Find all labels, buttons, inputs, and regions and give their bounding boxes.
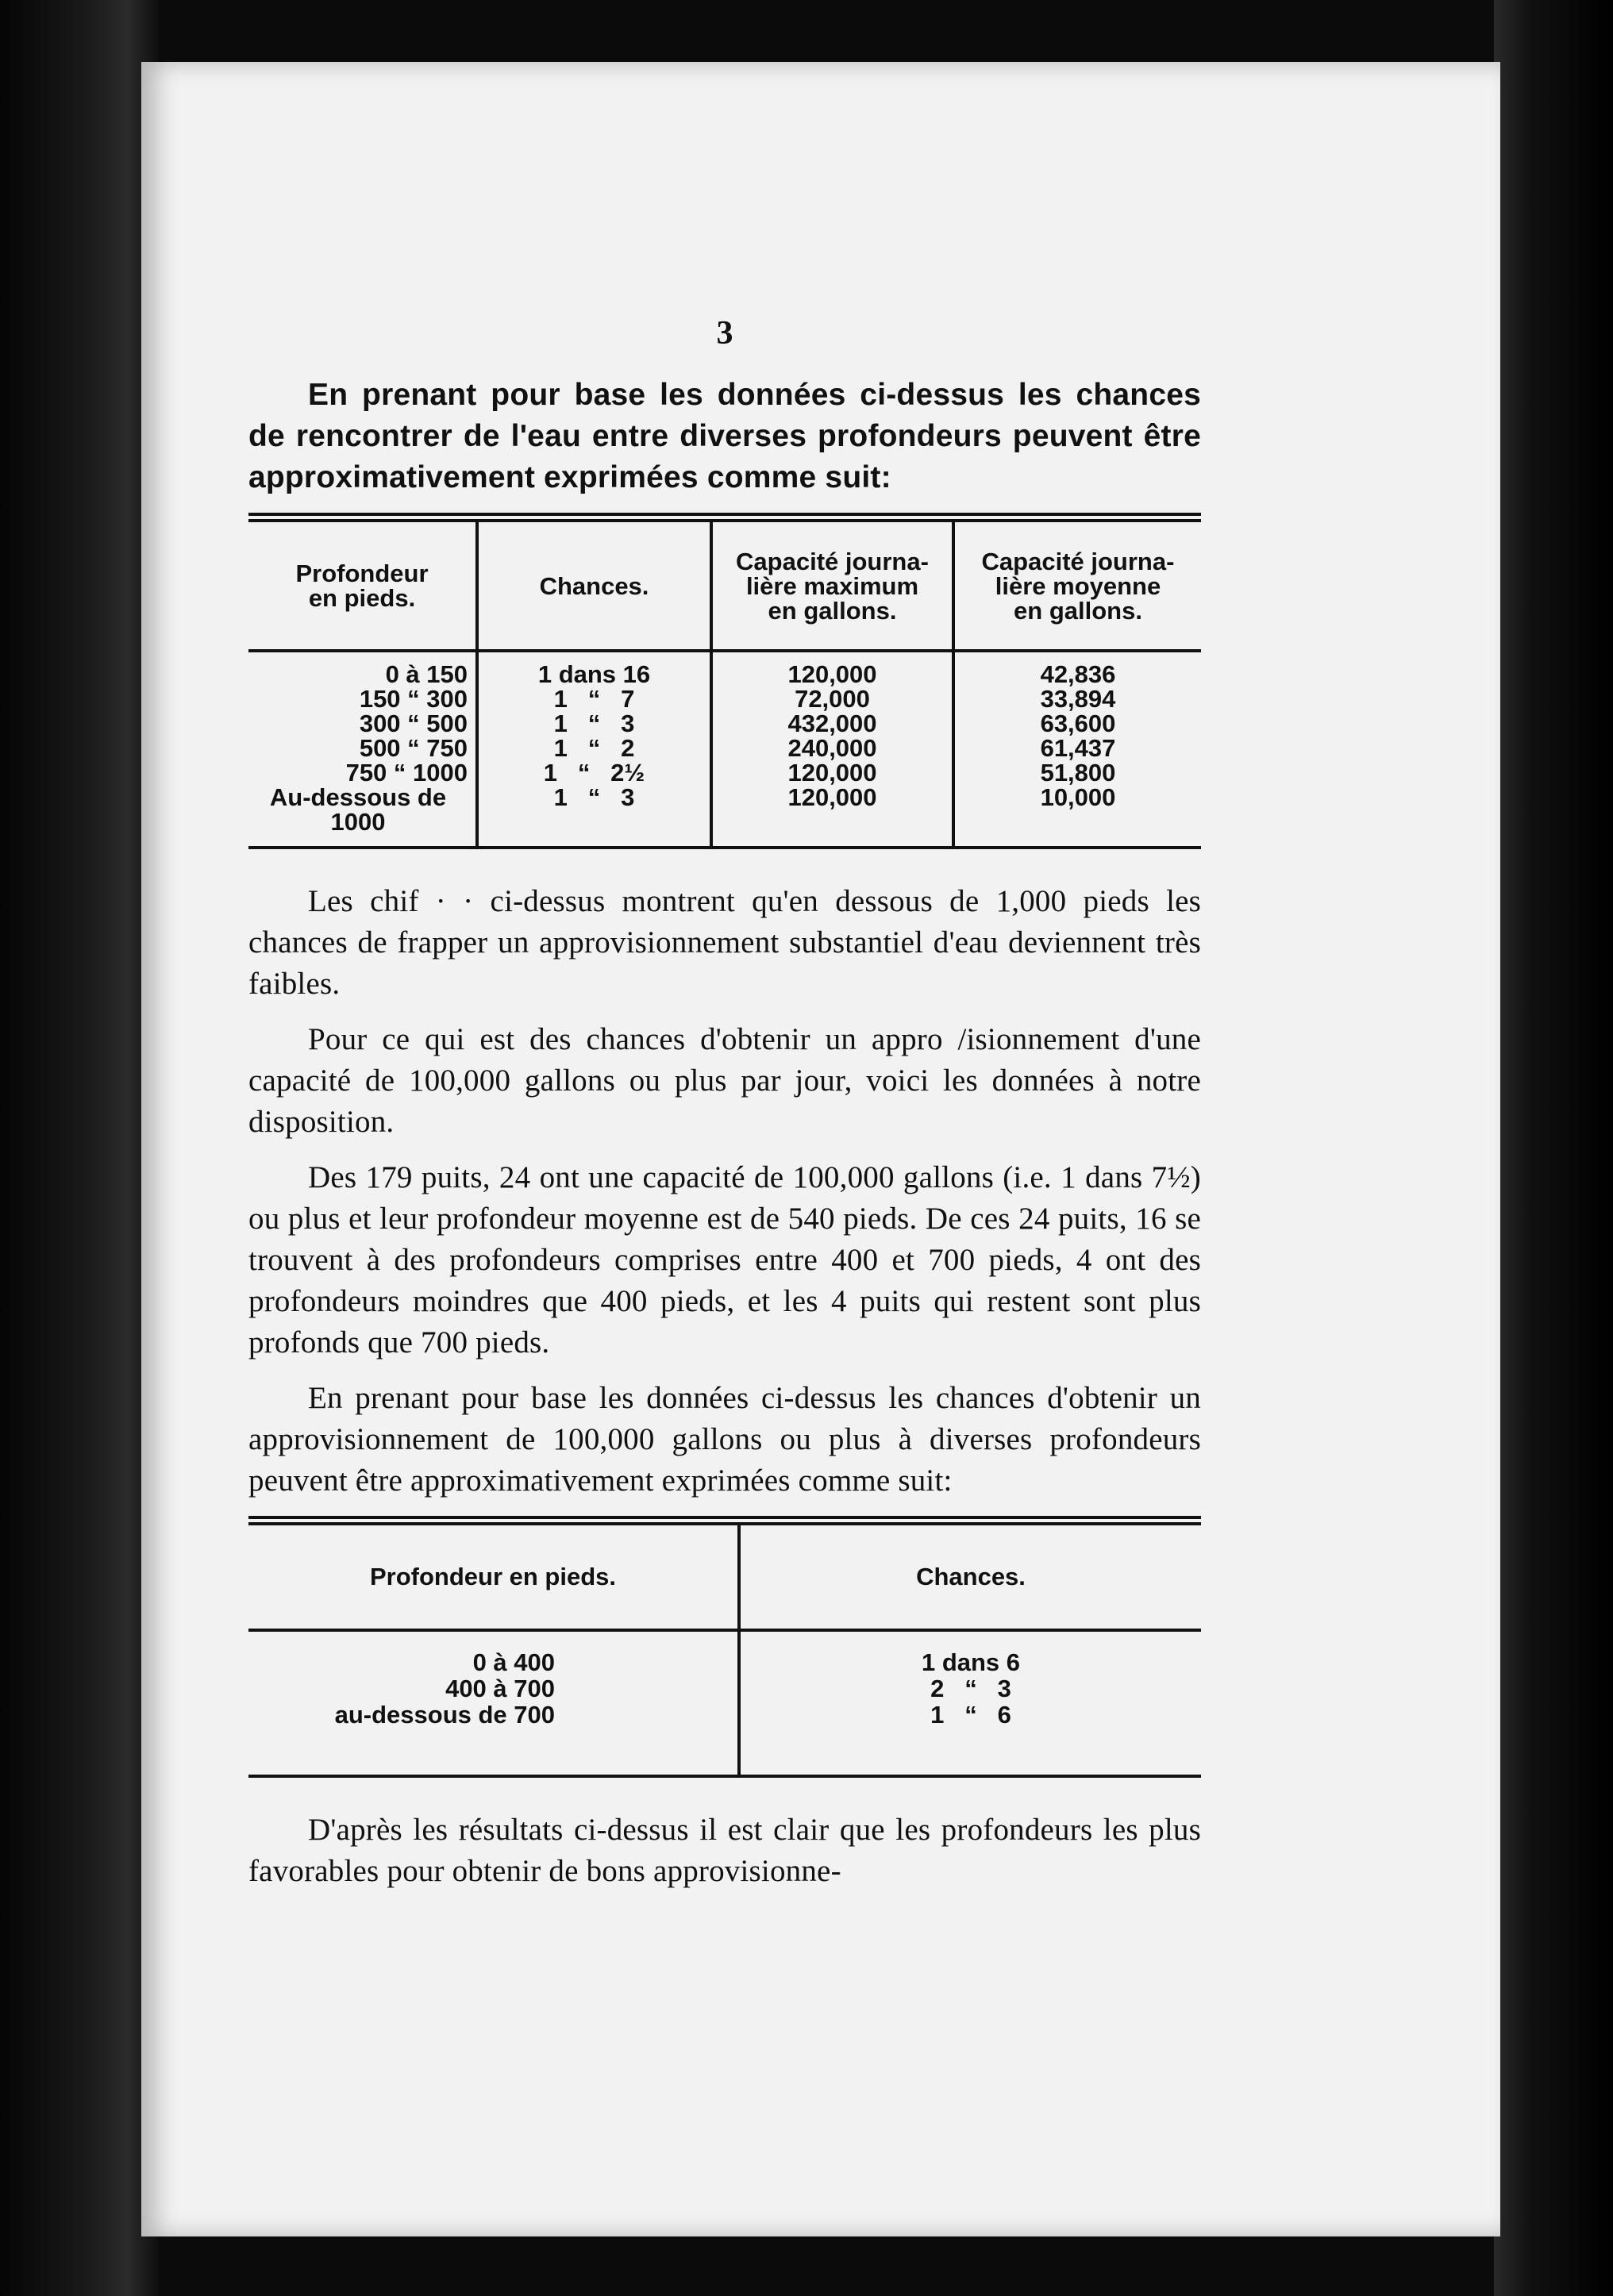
table-body xyxy=(248,652,1201,846)
cell-chance: 1 “ 6 xyxy=(930,1701,1011,1729)
page-edge xyxy=(1494,0,1613,2296)
cell-depth: 0 à 400 xyxy=(472,1648,555,1676)
cell-depth: 300 “ 500 xyxy=(359,710,468,737)
cell-avg-capacity: 33,894 xyxy=(1040,685,1116,713)
header-depth: Profondeur en pieds. xyxy=(369,1563,617,1590)
table-depth-chances xyxy=(248,1516,1201,1778)
table2-body xyxy=(248,1632,1201,1775)
cell-depth: Au-dessous de 1000 xyxy=(269,783,447,836)
cell-chance: 1 dans 6 xyxy=(921,1648,1021,1676)
cell-avg-capacity: 61,437 xyxy=(1040,734,1116,762)
header-avg-capacity: Capacité journa- lière moyenne en gallons. xyxy=(981,547,1175,625)
table2-header-row xyxy=(248,1525,1201,1629)
header-chances: Chances. xyxy=(539,571,649,600)
paragraph-6: D'après les résultats ci-dessus il est clair que les profondeurs les plus favorables pour obtenir de bons approvisionne- xyxy=(248,1813,1201,1888)
book-spine xyxy=(0,0,159,2296)
table2-top-rule xyxy=(248,1516,1201,1525)
cell-chance: 1 “ 3 xyxy=(553,783,635,811)
paragraph-4: Des 179 puits, 24 ont une capacité de 100,000 gallons (i.e. 1 dans 7½) ou plus et leur profondeur moyenne est de 540 pieds. De ces 24 puits, 16 se trouvent à des profondeurs comprises entre 400 et 700 pieds, 4 ont des profondeurs moindres que 400 pieds, et les 4 puits qui restent sont plus profonds que 700 pieds. xyxy=(248,1160,1201,1360)
column-max-capacity xyxy=(787,662,876,810)
cell-depth: 750 “ 1000 xyxy=(345,759,468,786)
paragraph-2: Les chif · · ci-dessus montrent qu'en dessous de 1,000 pieds les chances de frapper un approvisionnement substantiel d'eau deviennent très faibles. xyxy=(248,884,1201,1001)
header-depth: Profondeur en pieds. xyxy=(295,560,429,612)
cell-depth: 150 “ 300 xyxy=(359,685,468,713)
cell-max-capacity: 120,000 xyxy=(787,660,877,688)
cell-chance: 1 “ 2 xyxy=(553,734,635,762)
column-chances xyxy=(538,662,650,810)
page-number: 3 xyxy=(716,315,733,352)
cell-depth: au-dessous de 700 xyxy=(334,1701,555,1729)
cell-max-capacity: 120,000 xyxy=(787,783,877,811)
cell-chance: 1 “ 7 xyxy=(553,685,635,713)
cell-max-capacity: 240,000 xyxy=(787,734,877,762)
column-depths xyxy=(248,1649,737,1728)
table-bottom-rule xyxy=(248,846,1201,849)
cell-avg-capacity: 42,836 xyxy=(1040,660,1116,688)
column-avg-capacity xyxy=(1041,662,1116,810)
page-content xyxy=(248,314,1201,1906)
cell-depth: 500 “ 750 xyxy=(359,734,468,762)
table-depth-chances-capacity xyxy=(248,513,1201,849)
cell-depth: 0 à 150 xyxy=(385,660,468,688)
cell-chance: 1 “ 3 xyxy=(553,710,635,737)
header-chances: Chances. xyxy=(916,1563,1026,1590)
header-max-capacity: Capacité journa- lière maximum en gallons. xyxy=(736,547,929,625)
cell-max-capacity: 432,000 xyxy=(787,710,877,737)
table-top-rule xyxy=(248,513,1201,522)
table-header-row xyxy=(248,522,1201,649)
cell-avg-capacity: 51,800 xyxy=(1040,759,1116,786)
paragraph-3: Pour ce qui est des chances d'obtenir un appro /isionnement d'une capacité de 100,000 gallons ou plus par jour, voici les données à notre disposition. xyxy=(248,1022,1201,1139)
page xyxy=(141,62,1500,2236)
paragraph-5: En prenant pour base les données ci-dessus les chances d'obtenir un approvisionnement de 100,000 gallons ou plus à diverses profondeurs peuvent être approximativement exprimées comme suit: xyxy=(248,1381,1201,1498)
column-depths xyxy=(248,662,475,834)
paragraph-intro: En prenant pour base les données ci-dessus les chances de rencontrer de l'eau entre diverses profondeurs peuvent être approximativement exprimées comme suit: xyxy=(248,378,1201,494)
table2-bottom-rule xyxy=(248,1775,1201,1778)
cell-chance: 2 “ 3 xyxy=(930,1675,1011,1702)
cell-max-capacity: 120,000 xyxy=(787,759,877,786)
cell-avg-capacity: 10,000 xyxy=(1040,783,1116,811)
cell-depth: 400 à 700 xyxy=(445,1675,555,1702)
cell-avg-capacity: 63,600 xyxy=(1040,710,1116,737)
cell-chance: 1 “ 2½ xyxy=(543,759,645,786)
column-chances xyxy=(922,1649,1020,1728)
cell-max-capacity: 72,000 xyxy=(795,685,870,713)
cell-chance: 1 dans 16 xyxy=(537,660,651,688)
